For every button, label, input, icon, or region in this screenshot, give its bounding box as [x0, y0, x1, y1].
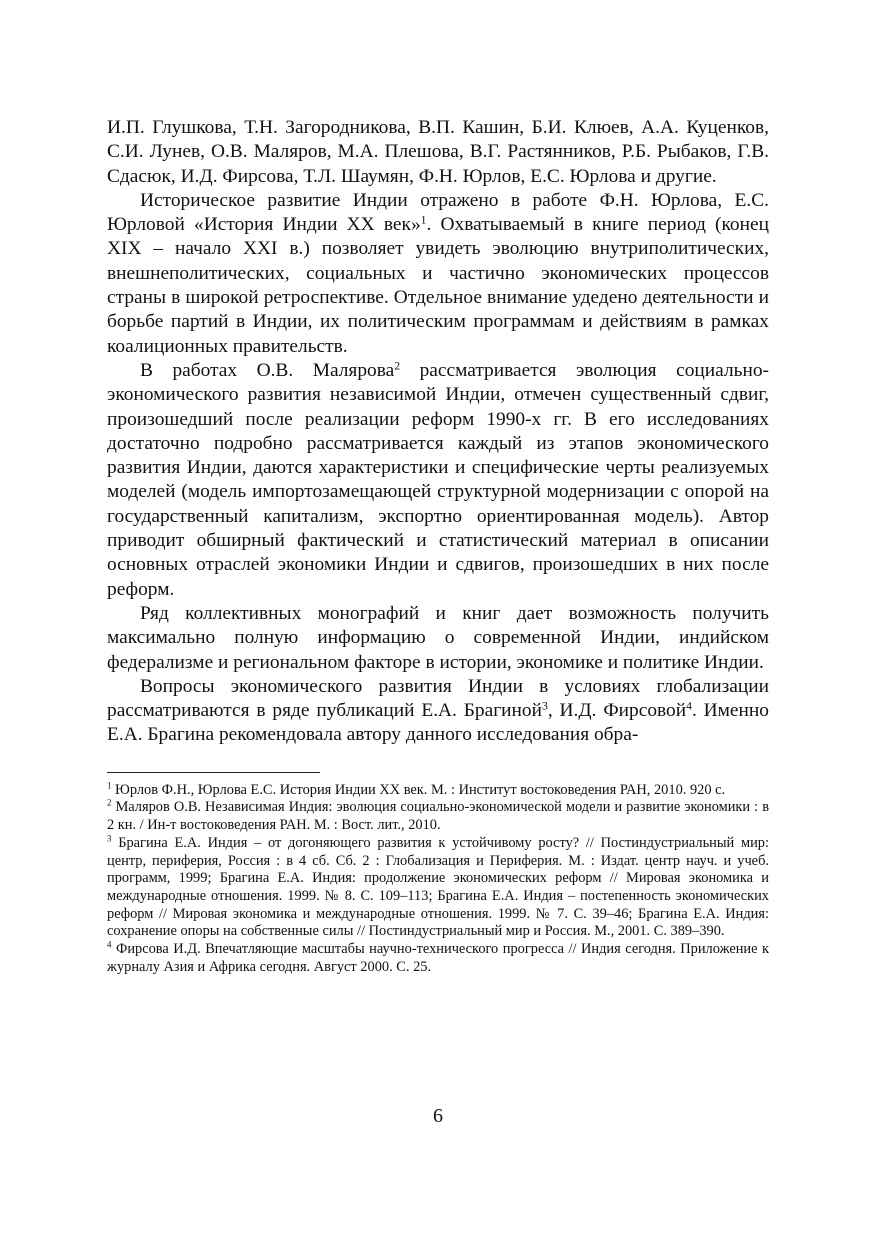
- footnote-reference: 1: [420, 213, 427, 227]
- text-run: Ряд коллективных монографий и книг дает возможность получить максимально полную информацию о современной Индии, индийском федерализме и региональном факторе в истории, экономике и политике Индии.: [107, 602, 769, 673]
- footnote-reference: 3: [542, 699, 548, 713]
- footnote: [107, 782, 769, 800]
- text-run: рассматривается эволюция социально-экономического развития независимой Индии, отмечен существенный сдвиг, произошедший после реализации реформ 1990-х гг. В его исследованиях достаточно подробно рассматривается каждый из этапов экономического развития Индии, даются характеристики и специфические черты реализуемых моделей (модель импортозамещающей структурной модернизации с опорой на государственный капитализм, экспортно ориентированная модель). Автор приводит обширный фактический и статистический материал в описании основных отраслей экономики Индии и сдвигов, произошедших в них после реформ.: [107, 359, 769, 600]
- footnote-text: Юрлов Ф.Н., Юрлова Е.С. История Индии XX век. М. : Институт востоковедения РАН, 2010. 920 с.: [111, 781, 726, 798]
- page-content: [107, 116, 769, 976]
- text-run: Историческое развитие Индии отражено в работе Ф.Н. Юрлова, Е.С. Юрловой «История Индии XX век»: [107, 189, 769, 236]
- footnote-text: Фирсова И.Д. Впечатляющие масштабы научно-технического прогресса // Индия сегодня. Приложение к журналу Азия и Африка сегодня. Август 2000. С. 25.: [107, 941, 769, 975]
- footnote-separator: [107, 772, 320, 773]
- footnotes: [107, 782, 769, 977]
- text-run: . Именно Е.А. Брагина рекомендовала автору данного исследования обра-: [107, 700, 769, 746]
- footnote-number: 4: [107, 939, 112, 950]
- main-text: [107, 116, 769, 748]
- footnote-reference: 4: [686, 699, 692, 713]
- paragraph: [107, 675, 769, 748]
- footnote-number: 2: [107, 798, 112, 809]
- text-run: В работах О.В. Малярова: [140, 359, 395, 381]
- page-number: 6: [433, 1105, 443, 1127]
- footnote-text: Брагина Е.А. Индия – от догоняющего развития к устойчивому росту? // Постиндустриальный мир: центр, периферия, Россия : в 4 сб. Сб. 2 : Глобализация и Периферия. М. : Издат. центр науч. и учеб. программ, 1999; Брагина Е.А. Индия: продолжение экономических реформ // Мировая экономика и международные отношения. 1999. № 8. С. 109–113; Брагина Е.А. Индия – постепенность экономических реформ // Мировая экономика и международные отношения. 1999. № 7. С. 39–46; Брагина Е.А. Индия: сохранение опоры на собственные силы // Постиндустриальный мир и Россия. М., 2001. С. 389–390.: [107, 834, 769, 940]
- text-run: , И.Д. Фирсовой: [547, 700, 687, 722]
- footnote: [107, 799, 769, 834]
- paragraph: [107, 189, 769, 359]
- text-run: Вопросы экономического развития Индии в условиях глобализации рассматриваются в ряде публикаций Е.А. Брагиной: [107, 675, 769, 722]
- footnote-number: 3: [107, 833, 112, 844]
- footnote: [107, 835, 769, 941]
- footnote-number: 1: [107, 780, 112, 791]
- text-run: . Охватываемый в книге период (конец XIX – начало XXI в.) позволяет увидеть эволюцию внутриполитических, внешнеполитических, социальных и частично экономических процессов страны в широкой ретроспективе. Отдельное внимание удедено деятельности и борьбе партий в Индии, их политическим программам и действиям в рамках коалиционных правительств.: [107, 214, 769, 357]
- paragraph: [107, 116, 769, 189]
- footnote: [107, 941, 769, 976]
- paragraph: [107, 359, 769, 602]
- footnote-text: Маляров О.В. Независимая Индия: эволюция социально-экономической модели и развитие экономики : в 2 кн. / Ин-т востоковедения РАН. М. : Вост. лит., 2010.: [107, 799, 769, 834]
- footnote-reference: 2: [394, 359, 401, 373]
- text-run: И.П. Глушкова, Т.Н. Загородникова, В.П. Кашин, Б.И. Клюев, А.А. Куценков, С.И. Лунев, О.В. Маляров, М.А. Плешова, В.Г. Растянников, Р.Б. Рыбаков, Г.В. Сдасюк, И.Д. Фирсова, Т.Л. Шаумян, Ф.Н. Юрлов, Е.С. Юрлова и другие.: [107, 117, 769, 187]
- paragraph: [107, 602, 769, 675]
